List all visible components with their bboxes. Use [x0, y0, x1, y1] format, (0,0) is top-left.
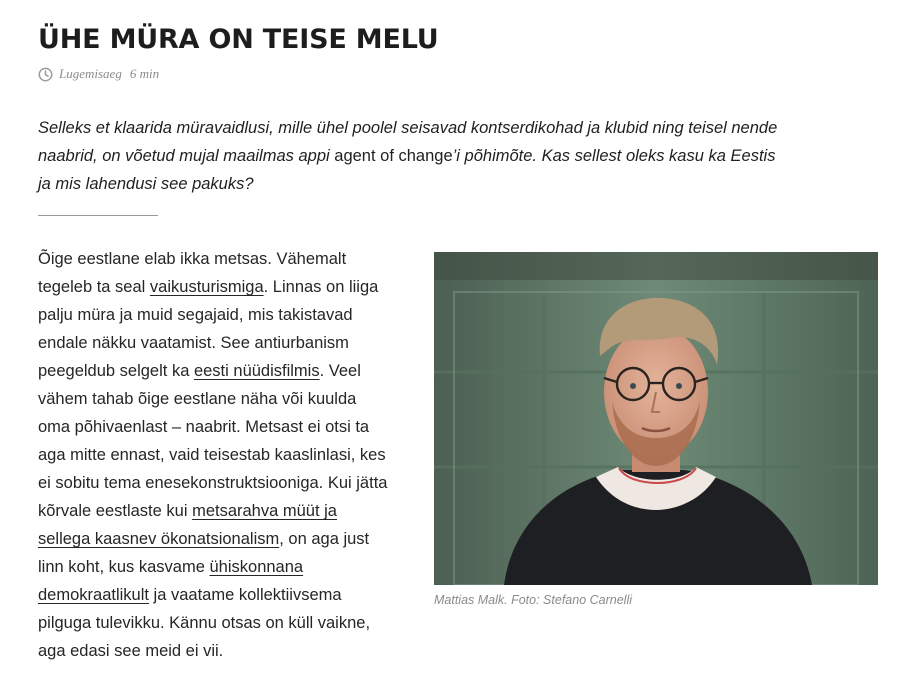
lead-text: ’i põhimõte. Kas sellest oleks kasu ka Eestis ja mis lahendusi see pakuks? [38, 147, 776, 193]
reading-time [38, 64, 159, 84]
reading-time-label: Lugemisaeg [59, 66, 122, 81]
article-lead [38, 114, 778, 198]
link-vaikusturismiga[interactable]: vaikusturismiga [149, 278, 264, 296]
article-photo [434, 252, 878, 585]
lead-text: Selleks et klaarida müravaidlusi, mille ühel poolel seisavad kontserdikohad ja klubid ning teisel nende naabrid, on võetud mujal maailmas appi [38, 119, 778, 165]
body-text: . Linnas on liiga palju müra ja muid segajaid, mis takistavad endale näkku vaatamist. See antiurbanism peegeldub selgelt ka [38, 278, 379, 380]
body-text: Õige eestlane elab ikka metsas. Vähemalt tegeleb ta seal [38, 250, 347, 296]
link-metsarahva-muut[interactable]: metsarahva müüt ja sellega kaasnev ökonatsionalism [38, 502, 337, 548]
link-uhiskonnana-demokraatlikult[interactable]: ühiskonnana demokraatlikult [38, 558, 304, 604]
clock-icon [38, 67, 53, 82]
body-text: ja vaatame kollektiivsema pilguga tulevikku. Kännu otsas on küll vaikne, aga edasi see meid ei vii. [38, 586, 371, 660]
lead-term: agent of change [334, 147, 453, 165]
article-title: ÜHE MÜRA ON TEISE MELU [38, 24, 439, 55]
body-text: , on aga just linn koht, kus kasvame [38, 530, 370, 576]
article-body [38, 245, 390, 665]
divider [38, 215, 158, 216]
body-text: . Veel vähem tahab õige eestlane näha või kuulda oma põhivaenlast – naabrit. Metsast ei otsi ta aga mitte ennast, vaid teisestab kaaslinlasi, kes ei sobitu tema enesekonstruktsiooniga. Kui jätta kõrvale eestlaste kui [38, 362, 388, 520]
link-eesti-nuudisfilmis[interactable]: eesti nüüdisfilmis [193, 362, 320, 380]
reading-time-value: 6 min [129, 66, 160, 81]
photo-caption: Mattias Malk. Foto: Stefano Carnelli [434, 593, 632, 607]
